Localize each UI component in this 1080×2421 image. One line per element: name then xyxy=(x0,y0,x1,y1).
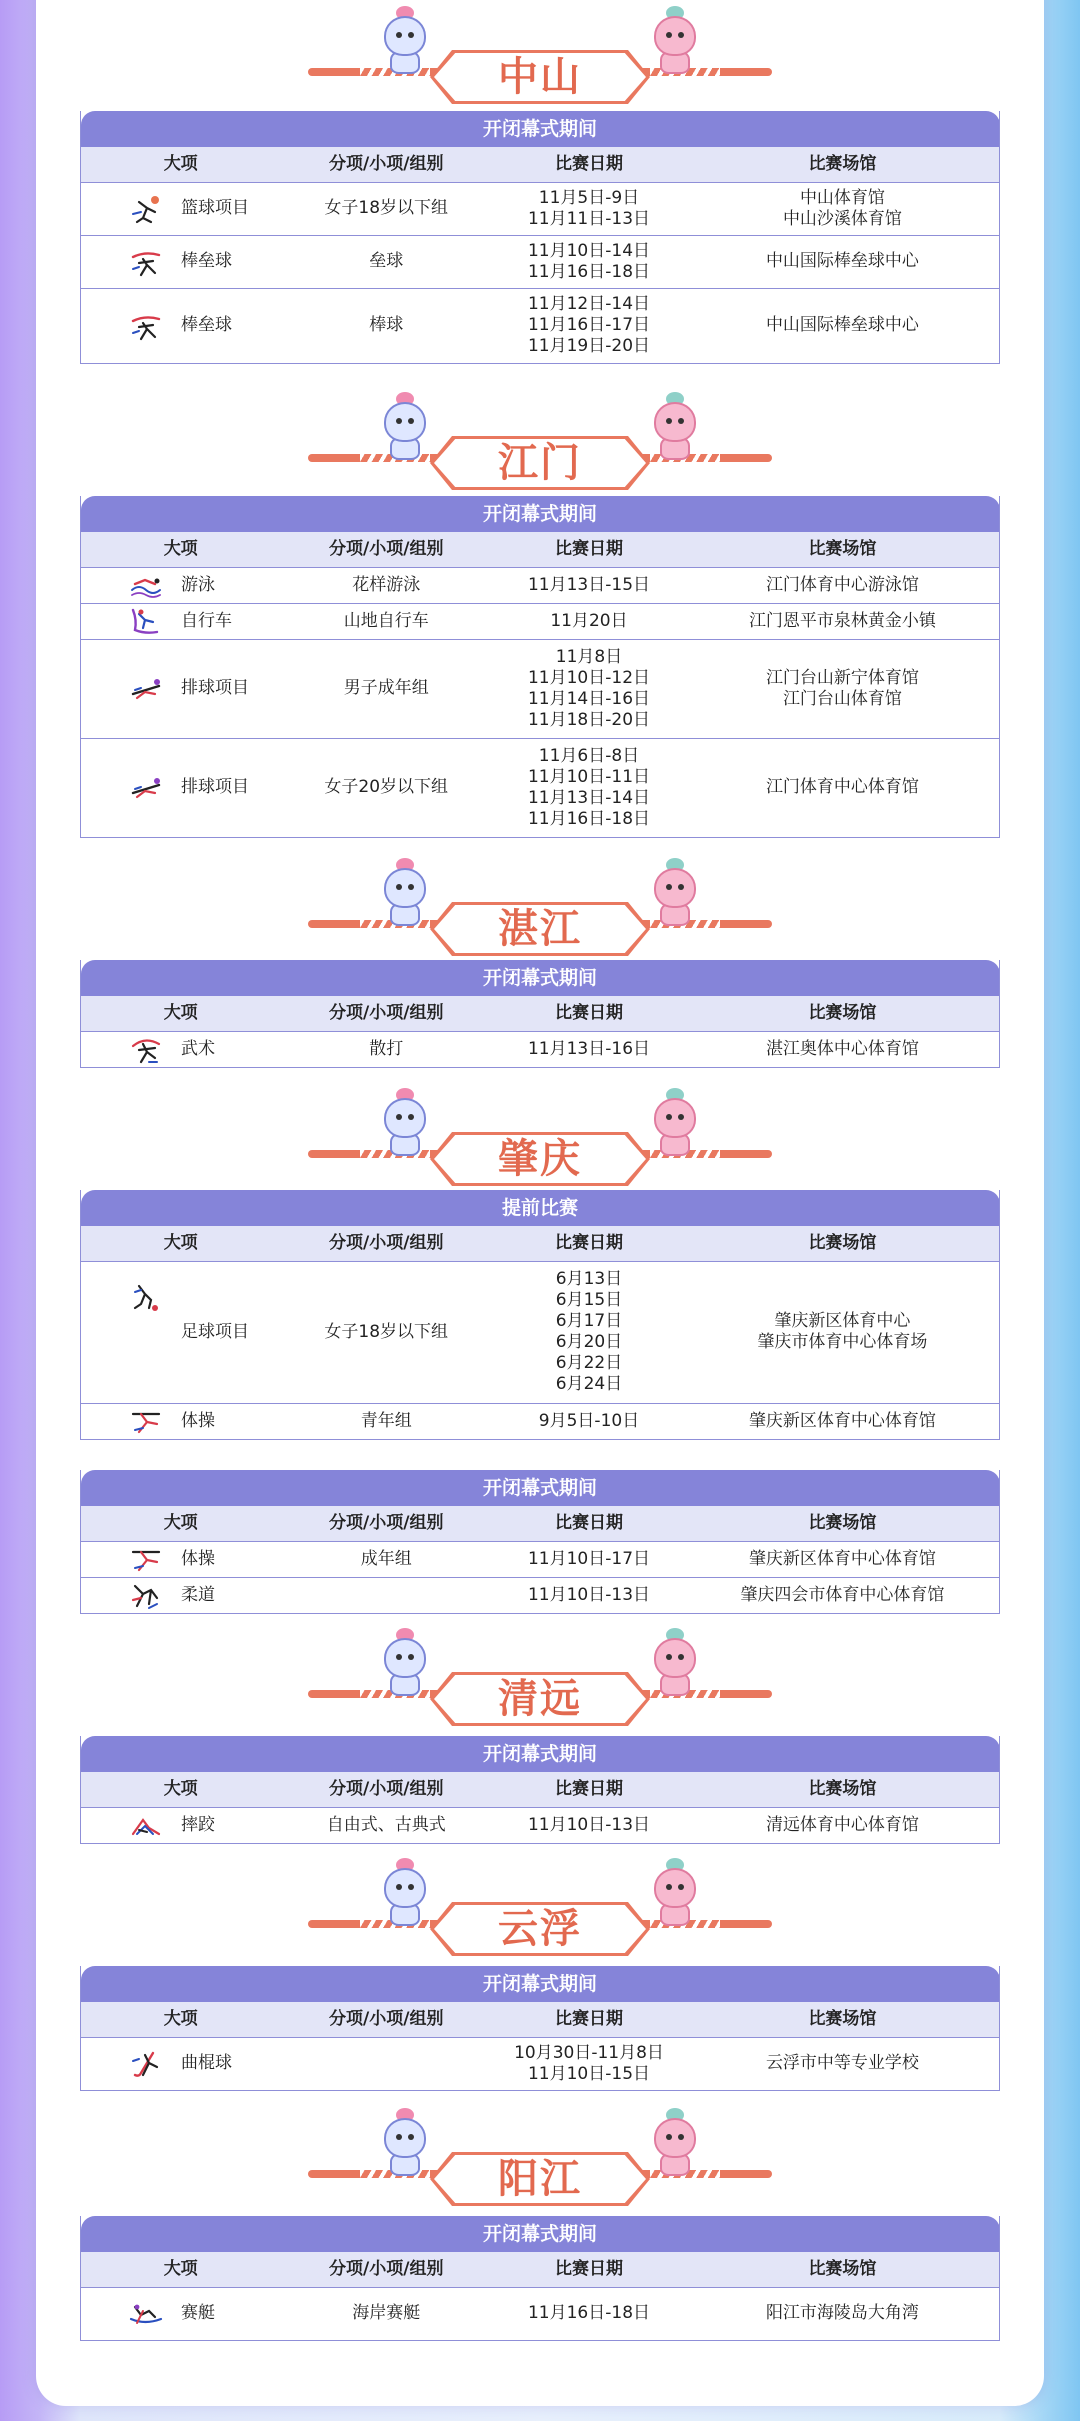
column-header-col1: 大项 xyxy=(81,2002,281,2037)
wrestling-icon xyxy=(129,1810,163,1840)
sport-name: 柔道 xyxy=(181,1584,215,1605)
venue-line: 江门体育中心游泳馆 xyxy=(765,574,919,595)
table-row xyxy=(81,1541,1000,1577)
date-line: 11月18日-20日 xyxy=(527,709,651,730)
sport-cell xyxy=(81,288,281,363)
blue-mascot-icon xyxy=(378,1858,432,1928)
hockey-icon xyxy=(129,2049,163,2079)
dates-cell xyxy=(492,738,686,837)
column-header-col4: 比赛场馆 xyxy=(686,1772,1000,1807)
dates-cell xyxy=(492,2287,686,2340)
blue-mascot-icon xyxy=(378,858,432,928)
dates-cell xyxy=(492,1031,686,1067)
city-name: 清远 xyxy=(498,1676,582,1722)
volleyball-icon xyxy=(129,674,163,704)
sport-name: 自行车 xyxy=(181,610,232,631)
column-header-col3: 比赛日期 xyxy=(492,2252,686,2287)
venue-cell xyxy=(686,639,1000,738)
venue-cell xyxy=(686,288,1000,363)
dates-cell xyxy=(492,1403,686,1439)
column-header-col2: 分项/小项/组别 xyxy=(280,1506,492,1541)
sport-cell xyxy=(81,235,281,288)
venue-line: 中山国际棒垒球中心 xyxy=(765,251,919,271)
venue-line: 肇庆市体育中心体育场 xyxy=(757,1332,928,1352)
schedule-table xyxy=(80,960,1000,1068)
date-line: 11月6日-8日 xyxy=(538,745,640,766)
date-line: 11月10日-13日 xyxy=(527,1584,651,1605)
venue-cell xyxy=(686,1577,1000,1613)
venue-line: 江门台山体育馆 xyxy=(782,688,902,709)
sport-name: 篮球项目 xyxy=(181,198,249,218)
wushu-icon xyxy=(129,1034,163,1064)
date-line: 11月16日-18日 xyxy=(527,808,651,829)
date-line: 6月13日 xyxy=(555,1269,623,1289)
table-row xyxy=(81,639,1000,738)
date-line: 11月10日-17日 xyxy=(527,1548,651,1569)
event-cell xyxy=(280,2037,492,2090)
date-line: 11月8日 xyxy=(555,646,623,667)
sport-name: 游泳 xyxy=(181,574,215,595)
schedule-table xyxy=(80,1190,1000,1440)
table-row xyxy=(81,2037,1000,2090)
rowing-icon xyxy=(129,2299,163,2329)
event-cell: 成年组 xyxy=(280,1541,492,1577)
sport-label-group xyxy=(85,194,276,224)
date-line: 6月15日 xyxy=(555,1290,623,1310)
table-row xyxy=(81,567,1000,603)
sport-cell xyxy=(81,2037,281,2090)
schedule-table xyxy=(80,1966,1000,2091)
column-header-col2: 分项/小项/组别 xyxy=(280,1226,492,1261)
blue-mascot-icon xyxy=(378,6,432,76)
schedule-table xyxy=(80,1470,1000,1614)
sport-cell xyxy=(81,1403,281,1439)
pink-mascot-icon xyxy=(648,6,702,76)
venue-line: 阳江市海陵岛大角湾 xyxy=(765,2303,919,2323)
date-line: 11月13日-15日 xyxy=(527,574,651,595)
event-cell: 海岸赛艇 xyxy=(280,2287,492,2340)
city-header xyxy=(300,2116,780,2202)
date-line: 11月16日-18日 xyxy=(527,261,651,282)
blue-mascot-icon xyxy=(378,2108,432,2178)
blue-mascot-icon xyxy=(378,392,432,462)
venue-line: 肇庆新区体育中心体育馆 xyxy=(748,1548,936,1569)
sport-name: 棒垒球 xyxy=(181,251,232,271)
date-line: 11月19日-20日 xyxy=(527,336,651,356)
sport-cell xyxy=(81,2287,281,2340)
event-cell: 女子20岁以下组 xyxy=(280,738,492,837)
venue-line: 中山国际棒垒球中心 xyxy=(765,315,919,335)
sport-cell xyxy=(81,1807,281,1843)
sport-cell xyxy=(81,603,281,639)
venue-cell xyxy=(686,1807,1000,1843)
venue-cell xyxy=(686,2287,1000,2340)
baseball-icon xyxy=(129,247,163,277)
table-row xyxy=(81,2287,1000,2340)
date-line: 11月16日-17日 xyxy=(527,315,651,335)
venue-line: 云浮市中等专业学校 xyxy=(765,2053,919,2073)
date-line: 11月10日-13日 xyxy=(527,1814,651,1835)
date-line: 6月20日 xyxy=(555,1332,623,1352)
baseball-icon xyxy=(129,311,163,341)
column-header-col1: 大项 xyxy=(81,532,281,567)
sport-label-group xyxy=(85,674,276,704)
date-line: 11月11日-13日 xyxy=(527,208,651,229)
city-header xyxy=(300,400,780,486)
column-header-col3: 比赛日期 xyxy=(492,1506,686,1541)
table-row xyxy=(81,1031,1000,1067)
dates-cell xyxy=(492,182,686,235)
venue-cell xyxy=(686,1031,1000,1067)
sport-label-group xyxy=(85,1406,276,1436)
swimming-icon xyxy=(129,570,163,600)
date-line: 11月5日-9日 xyxy=(538,187,640,208)
sport-name: 体操 xyxy=(181,1548,215,1569)
sport-cell xyxy=(81,1261,281,1403)
city-name: 云浮 xyxy=(498,1906,582,1952)
sport-name: 武术 xyxy=(181,1038,215,1059)
column-header-col2: 分项/小项/组别 xyxy=(280,2252,492,2287)
venue-line: 中山体育馆 xyxy=(799,187,885,208)
pink-mascot-icon xyxy=(648,2108,702,2178)
venue-line: 湛江奥体中心体育馆 xyxy=(765,1038,919,1059)
date-line: 11月10日-15日 xyxy=(527,2063,651,2084)
table-title: 提前比赛 xyxy=(81,1190,1000,1226)
date-line: 11月16日-18日 xyxy=(527,2303,651,2323)
date-line: 9月5日-10日 xyxy=(538,1410,640,1431)
date-line: 11月10日-11日 xyxy=(527,766,651,787)
sport-label-group xyxy=(85,1580,276,1610)
sport-name: 棒垒球 xyxy=(181,315,232,335)
event-cell: 散打 xyxy=(280,1031,492,1067)
column-header-col4: 比赛场馆 xyxy=(686,147,1000,182)
table-row xyxy=(81,1261,1000,1403)
date-line: 11月13日-14日 xyxy=(527,787,651,808)
event-cell: 女子18岁以下组 xyxy=(280,182,492,235)
table-title: 开闭幕式期间 xyxy=(81,1736,1000,1772)
table-title: 开闭幕式期间 xyxy=(81,1470,1000,1506)
event-cell: 女子18岁以下组 xyxy=(280,1261,492,1403)
date-line: 6月22日 xyxy=(555,1353,623,1373)
dates-cell xyxy=(492,2037,686,2090)
cycling-icon xyxy=(129,606,163,636)
sport-label-group xyxy=(85,606,276,636)
table-row xyxy=(81,603,1000,639)
event-cell xyxy=(280,1577,492,1613)
column-header-col4: 比赛场馆 xyxy=(686,532,1000,567)
venue-cell xyxy=(686,182,1000,235)
column-header-col1: 大项 xyxy=(81,2252,281,2287)
venue-line: 中山沙溪体育馆 xyxy=(782,208,902,229)
gymnastics-icon xyxy=(129,1544,163,1574)
date-line: 10月30日-11月8日 xyxy=(514,2042,664,2063)
column-header-col2: 分项/小项/组别 xyxy=(280,532,492,567)
schedule-table xyxy=(80,2216,1000,2341)
venue-line: 江门台山新宁体育馆 xyxy=(765,667,919,688)
column-header-col4: 比赛场馆 xyxy=(686,1226,1000,1261)
venue-cell xyxy=(686,738,1000,837)
column-header-col2: 分项/小项/组别 xyxy=(280,147,492,182)
column-header-col4: 比赛场馆 xyxy=(686,996,1000,1031)
city-header xyxy=(300,1636,780,1722)
pink-mascot-icon xyxy=(648,1088,702,1158)
football-icon xyxy=(129,1282,163,1312)
table-title: 开闭幕式期间 xyxy=(81,1966,1000,2002)
date-line: 6月24日 xyxy=(555,1374,623,1394)
date-line: 11月10日-12日 xyxy=(527,667,651,688)
gymnastics-icon xyxy=(129,1406,163,1436)
column-header-col3: 比赛日期 xyxy=(492,2002,686,2037)
venue-cell xyxy=(686,603,1000,639)
schedule-table xyxy=(80,1736,1000,1844)
event-cell: 棒球 xyxy=(280,288,492,363)
event-cell: 男子成年组 xyxy=(280,639,492,738)
event-cell: 自由式、古典式 xyxy=(280,1807,492,1843)
table-title: 开闭幕式期间 xyxy=(81,2216,1000,2252)
sport-cell xyxy=(81,567,281,603)
city-name: 阳江 xyxy=(498,2156,582,2202)
date-line: 6月17日 xyxy=(555,1311,623,1331)
table-row xyxy=(81,1577,1000,1613)
date-line: 11月12日-14日 xyxy=(527,294,651,314)
date-line: 11月20日 xyxy=(550,610,628,631)
column-header-col2: 分项/小项/组别 xyxy=(280,1772,492,1807)
judo-icon xyxy=(129,1580,163,1610)
table-row xyxy=(81,288,1000,363)
schedule-table xyxy=(80,111,1000,364)
venue-line: 清远体育中心体育馆 xyxy=(765,1814,919,1835)
column-header-col2: 分项/小项/组别 xyxy=(280,2002,492,2037)
dates-cell xyxy=(492,1541,686,1577)
venue-cell xyxy=(686,1541,1000,1577)
table-title: 开闭幕式期间 xyxy=(81,111,1000,147)
sport-label-group xyxy=(85,1322,276,1343)
sport-label-group xyxy=(85,311,276,341)
venue-line: 肇庆新区体育中心 xyxy=(774,1311,911,1331)
column-header-col3: 比赛日期 xyxy=(492,1226,686,1261)
sport-cell xyxy=(81,1541,281,1577)
column-header-col3: 比赛日期 xyxy=(492,532,686,567)
dates-cell xyxy=(492,1577,686,1613)
blue-mascot-icon xyxy=(378,1628,432,1698)
dates-cell xyxy=(492,603,686,639)
dates-cell xyxy=(492,235,686,288)
pink-mascot-icon xyxy=(648,858,702,928)
table-row xyxy=(81,1807,1000,1843)
table-title: 开闭幕式期间 xyxy=(81,960,1000,996)
column-header-col1: 大项 xyxy=(81,1506,281,1541)
date-line: 11月10日-14日 xyxy=(527,240,651,261)
sport-cell xyxy=(81,639,281,738)
sport-label-group xyxy=(85,1034,276,1064)
table-row xyxy=(81,182,1000,235)
city-name: 江门 xyxy=(498,440,582,486)
city-name: 湛江 xyxy=(498,906,582,952)
city-header xyxy=(300,866,780,952)
column-header-col3: 比赛日期 xyxy=(492,147,686,182)
venue-cell xyxy=(686,2037,1000,2090)
venue-cell xyxy=(686,235,1000,288)
sport-cell xyxy=(81,1577,281,1613)
venue-line: 肇庆新区体育中心体育馆 xyxy=(748,1410,936,1431)
sport-name: 赛艇 xyxy=(181,2303,215,2323)
dates-cell xyxy=(492,1261,686,1403)
sport-label-group xyxy=(85,1810,276,1840)
sport-cell xyxy=(81,738,281,837)
column-header-col4: 比赛场馆 xyxy=(686,1506,1000,1541)
column-header-col1: 大项 xyxy=(81,1226,281,1261)
date-line: 11月14日-16日 xyxy=(527,688,651,709)
sport-name: 足球项目 xyxy=(181,1321,249,1342)
blue-mascot-icon xyxy=(378,1088,432,1158)
venue-cell xyxy=(686,1261,1000,1403)
sport-name: 摔跤 xyxy=(181,1814,215,1835)
schedule-table xyxy=(80,496,1000,838)
sport-label-group xyxy=(85,247,276,277)
venue-cell xyxy=(686,1403,1000,1439)
sport-name: 排球项目 xyxy=(181,678,249,698)
city-header xyxy=(300,1096,780,1182)
pink-mascot-icon xyxy=(648,392,702,462)
venue-line: 肇庆四会市体育中心体育馆 xyxy=(740,1584,945,1605)
column-header-col1: 大项 xyxy=(81,147,281,182)
city-name: 中山 xyxy=(498,54,582,100)
column-header-col3: 比赛日期 xyxy=(492,996,686,1031)
pink-mascot-icon xyxy=(648,1858,702,1928)
column-header-col4: 比赛场馆 xyxy=(686,2252,1000,2287)
sport-cell xyxy=(81,182,281,235)
column-header-col1: 大项 xyxy=(81,1772,281,1807)
basketball-icon xyxy=(129,194,163,224)
column-header-col4: 比赛场馆 xyxy=(686,2002,1000,2037)
venue-line: 江门体育中心体育馆 xyxy=(765,777,919,797)
column-header-col1: 大项 xyxy=(81,996,281,1031)
table-row xyxy=(81,738,1000,837)
city-header xyxy=(300,14,780,100)
table-title: 开闭幕式期间 xyxy=(81,496,1000,532)
sport-label-group xyxy=(85,2049,276,2079)
sport-label-group xyxy=(85,2299,276,2329)
sport-cell xyxy=(81,1031,281,1067)
volleyball-icon xyxy=(129,773,163,803)
dates-cell xyxy=(492,567,686,603)
column-header-col2: 分项/小项/组别 xyxy=(280,996,492,1031)
sport-label-group xyxy=(85,570,276,600)
sport-label-group xyxy=(85,773,276,803)
event-cell: 青年组 xyxy=(280,1403,492,1439)
pink-mascot-icon xyxy=(648,1628,702,1698)
venue-line: 江门恩平市泉林黄金小镇 xyxy=(748,610,936,631)
sport-name: 曲棍球 xyxy=(181,2053,232,2073)
sport-name: 体操 xyxy=(181,1410,215,1431)
table-row xyxy=(81,1403,1000,1439)
event-cell: 垒球 xyxy=(280,235,492,288)
dates-cell xyxy=(492,288,686,363)
sport-name: 排球项目 xyxy=(181,777,249,797)
dates-cell xyxy=(492,1807,686,1843)
table-row xyxy=(81,235,1000,288)
venue-cell xyxy=(686,567,1000,603)
date-line: 11月13日-16日 xyxy=(527,1038,651,1059)
event-cell: 花样游泳 xyxy=(280,567,492,603)
sport-label-group xyxy=(85,1544,276,1574)
event-cell: 山地自行车 xyxy=(280,603,492,639)
city-name: 肇庆 xyxy=(498,1136,582,1182)
city-header xyxy=(300,1866,780,1952)
dates-cell xyxy=(492,639,686,738)
column-header-col3: 比赛日期 xyxy=(492,1772,686,1807)
